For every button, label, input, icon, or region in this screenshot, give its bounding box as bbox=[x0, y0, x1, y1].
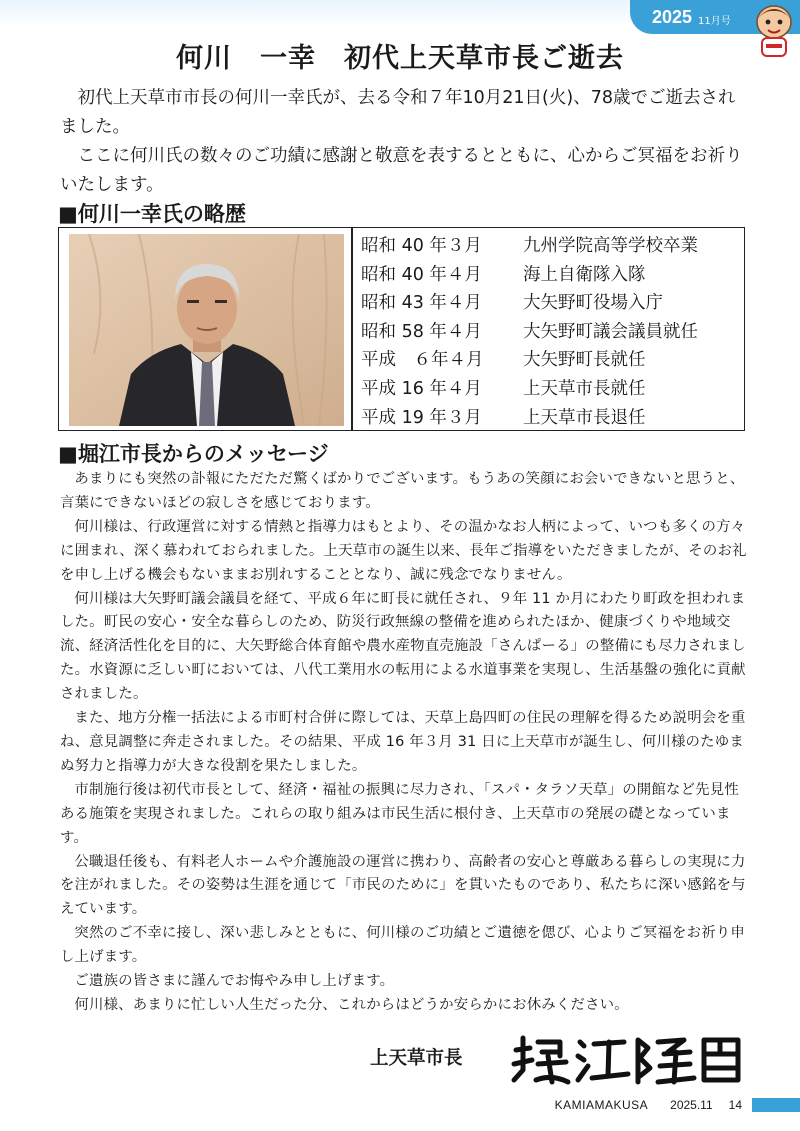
message-paragraph: また、地方分権一括法による市町村合併に際しては、天草上島四町の住民の理解を得るため説明会を重ね、意見調整に奔走されました。その結果、平成 16 年３月 31 日に上天草市が誕生し、何川様のたゆまぬ努力と指導力が大きな役割を果たしました。 bbox=[60, 710, 746, 774]
message-paragraph: 何川様は、行政運営に対する情熱と指導力はもとより、その温かなお人柄によって、いつも多くの方々に囲まれ、深く慕われておられました。上天草市の誕生以来、長年ご指導をいただきましたが、そのお礼を申し上げる機会もないままお別れすることとなり、誠に残念でなりません。 bbox=[60, 518, 747, 583]
footer-date: 2025.11 bbox=[670, 1098, 713, 1112]
career-row bbox=[361, 346, 698, 375]
handwritten-signature bbox=[508, 1030, 748, 1086]
career-date: 平成 ６年４月 bbox=[361, 350, 484, 371]
footer-accent-bar bbox=[752, 1098, 800, 1112]
portrait-photo bbox=[69, 234, 344, 426]
career-date: 昭和 40 年４月 bbox=[361, 264, 482, 285]
message-paragraph: 何川様は大矢野町議会議員を経て、平成６年に町長に就任され、９年 11 か月にわたり町政を担われました。町民の安心・安全な暮らしのため、防災行政無線の整備を進められたほか、健康づくりや地域交流、経済活性化を目的に、大矢野総合体育館や農水産物直売施設「さんぱーる」の整備にも尽力されました。水資源に乏しい町においては、八代工業用水の転用による水道事業を実現し、生活基盤の強化に貢献されました。 bbox=[60, 590, 746, 703]
career-date: 平成 16 年４月 bbox=[361, 378, 482, 399]
page-number: 14 bbox=[728, 1098, 742, 1112]
biography-heading: ■何川一幸氏の略歴 bbox=[58, 202, 246, 226]
career-row bbox=[361, 289, 698, 318]
message-body bbox=[60, 468, 750, 1018]
message-paragraph: 何川様、あまりに忙しい人生だった分、これからはどうか安らかにお休みください。 bbox=[74, 996, 629, 1013]
footer bbox=[555, 1093, 800, 1117]
career-event: 海上自衛隊入隊 bbox=[523, 264, 646, 285]
career-date: 昭和 58 年４月 bbox=[361, 321, 482, 342]
message-paragraph: ご遺族の皆さまに謹んでお悔やみ申し上げます。 bbox=[74, 973, 395, 990]
signature-block bbox=[370, 1030, 750, 1086]
intro-paragraph-2: ここに何川氏の数々のご功績に感謝と敬意を表するとともに、心からご冥福をお祈りいたします。 bbox=[60, 146, 743, 195]
career-row bbox=[361, 375, 698, 404]
career-row bbox=[361, 404, 698, 433]
issue-month: 11月号 bbox=[698, 15, 731, 27]
career-event: 九州学院高等学校卒業 bbox=[523, 236, 698, 256]
career-event: 大矢野町役場入庁 bbox=[523, 293, 663, 314]
message-paragraph: 市制施行後は初代市長として、経済・福祉の振興に尽力され、「スパ・タラソ天草」の開館など先見性ある施策を実現されました。これらの取り組みは市民生活に根付き、上天草市の発展の礎となっています。 bbox=[60, 781, 739, 846]
intro-paragraph-1: 初代上天草市市長の何川一幸氏が、去る令和７年10月21日(火)、78歳でご逝去されました。 bbox=[60, 88, 736, 137]
career-event: 上天草市長退任 bbox=[523, 407, 646, 428]
career-row bbox=[361, 261, 698, 290]
message-paragraph: 突然のご不幸に接し、深い悲しみとともに、何川様のご功績とご遺徳を偲び、心よりご冥福をお祈り申し上げます。 bbox=[60, 925, 745, 966]
career-date: 昭和 43 年４月 bbox=[361, 293, 482, 314]
biography-divider bbox=[351, 228, 353, 430]
career-date: 平成 19 年３月 bbox=[361, 407, 482, 428]
career-list bbox=[361, 232, 698, 432]
career-event: 大矢野町長就任 bbox=[523, 350, 646, 371]
message-paragraph: 公職退任後も、有料老人ホームや介護施設の運営に携わり、高齢者の安心と尊厳ある暮らしの実現に力を注がれました。その姿勢は生涯を通じて「市民のために」を貫いたものであり、私たちに深い感銘を与えています。 bbox=[60, 853, 746, 918]
issue-year: 2025 bbox=[652, 6, 693, 27]
message-heading: ■堀江市長からのメッセージ bbox=[58, 442, 329, 466]
career-event: 上天草市長就任 bbox=[523, 378, 646, 399]
page-title: 何川 一幸 初代上天草市長ご逝去 bbox=[176, 43, 624, 74]
career-event: 大矢野町議会議員就任 bbox=[523, 321, 698, 342]
biography-box bbox=[58, 227, 745, 431]
footer-magazine: KAMIAMAKUSA bbox=[554, 1098, 649, 1112]
career-date: 昭和 40 年３月 bbox=[361, 236, 482, 256]
career-row bbox=[361, 318, 698, 347]
signature-title: 上天草市長 bbox=[370, 1048, 463, 1069]
career-row bbox=[361, 232, 698, 261]
message-paragraph: あまりにも突然の訃報にただただ驚くばかりでございます。もうあの笑顔にお会いできないと思うと、言葉にできないほどの寂しさを感じております。 bbox=[60, 471, 745, 511]
